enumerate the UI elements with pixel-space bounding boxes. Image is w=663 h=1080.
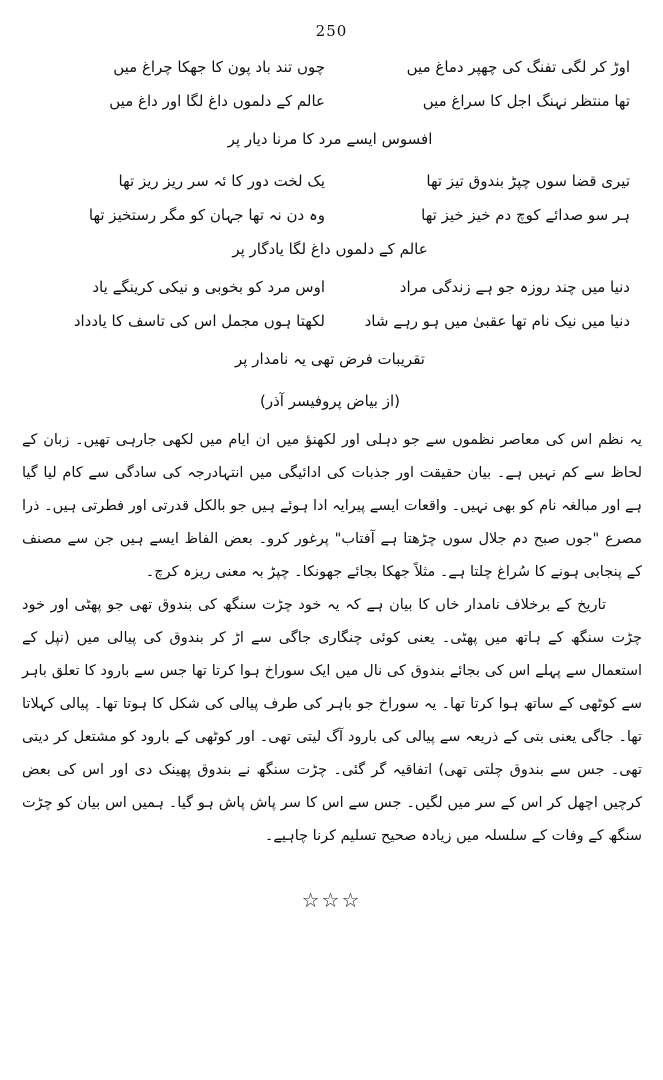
page-number: 250 [315,22,348,40]
poem-couplet [40,312,630,346]
poem-verse: وہ دن نہ تھا جہان کو مگر رستخیز تھا [88,206,325,224]
poem-verse: دنیا میں نیک نام تھا عقبیٰ میں ہو رہے شاد [364,312,630,330]
poem-verse: ہر سو صدائے کوچ دم خیز خیز تھا [421,206,630,224]
poem-verse: عالم کے دلموں داغ لگا اور داغ میں [109,92,325,110]
poem-refrain: افسوس ایسے مرد کا مرنا دیار پر [227,130,433,148]
poem-verse: تیری قضا سوں چپڑ بندوق تیز تھا [426,172,630,190]
poem-verse: چوں تند باد پون کا جھکا چراغ میں [113,58,325,76]
poem-couplet [40,206,630,240]
commentary-text [22,424,642,853]
poem-verse: اوڑ کر لگی تفنگ کی چھپر دماغ میں [406,58,630,76]
poem-verse: لکھتا ہوں مجمل اس کی تاسف کا یادداد [73,312,325,330]
poem-verse: تھا منتظر نہنگ اجل کا سراغ میں [422,92,630,110]
paragraph: تاریخ کے برخلاف نامدار خاں کا بیان ہے کہ یہ خود چڑت سنگھ کی بندوق تھی جو پھٹی اور خود چڑت سنگھ کے ہاتھ میں پھٹی۔ یعنی کوئی چنگاری جاگی سے اڑ کر بندوق کی پیالی میں (نپل کے استعمال سے پہلے اس کی بجائے بندوق کی نال میں ایک سوراخ ہوا کرتا تھا جس سے بارود کا تعلق باہر سے کوٹھی کے ساتھ ہوا کرتا تھا۔ یہ سوراخ جو باہر کی طرف پیالی کی شکل کا ہوتا تھا۔ پیالی کہلاتا تھا۔ جاگی یعنی بتی کے ذریعہ سے پیالی کی بارود آگ لیتی تھی۔ اور کوٹھی کے بارود کو مشتعل کر دیتی تھی۔ جس سے بندوق چلتی تھی) اتفاقیہ گر گئی۔ چڑت سنگھ نے بندوق پھینک دی اور اس کی بعض کرچیں اچھل کر اس کے سر میں لگیں۔ جس سے اس کا سر پاش پاش ہو گیا۔ ہمیں اس بیان کو چڑت سنگھ کے وفات کے سلسلہ میں زیادہ صحیح تسلیم کرنا چاہیے۔ [22,597,642,844]
end-mark: ☆☆☆ [301,888,362,912]
attribution: (از بیاض پروفیسر آذر) [260,392,400,410]
poem-couplet [40,58,630,92]
poem-couplet [40,278,630,312]
poem-verse: اوس مرد کو بخوبی و نیکی کرینگے یاد [92,278,325,296]
poem-verse: یک لخت دور کا ئہ سر ریز ریز تھا [118,172,325,190]
poem-refrain: تقریبات فرض تھی یہ نامدار پر [235,350,425,368]
poem-couplet [40,92,630,126]
poem-couplet [40,172,630,206]
poem-verse: دنیا میں چند روزہ جو ہے زندگی مراد [399,278,630,296]
poem-refrain: عالم کے دلموں داغ لگا یادگار پر [232,240,428,258]
paragraph: یہ نظم اس کی معاصر نظموں سے جو دہلی اور لکھنؤ میں ان ایام میں لکھی جارہی تھیں۔ زبان کے لحاظ سے کم نہیں ہے۔ بیان حقیقت اور جذبات کی ادائیگی میں انتہادرجہ کی سادگی سے کام لیا گیا ہے اور مبالغہ نام کو بھی نہیں۔ واقعات ایسے پیرایہ ادا ہوئے ہیں جو بالکل قدرتی اور فطرتی ہیں۔ ذرا مصرع "جوں صبح دم جلال سوں چڑھتا ہے آفتاب" پرغور کرو۔ بعض الفاظ ایسے ہیں جن سے مصنف کے پنجابی ہونے کا سُراغ چلتا ہے۔ مثلاً جھکا بجائے جھونکا۔ چپڑ بہ معنی ریزہ کرچ۔ [22,432,642,580]
